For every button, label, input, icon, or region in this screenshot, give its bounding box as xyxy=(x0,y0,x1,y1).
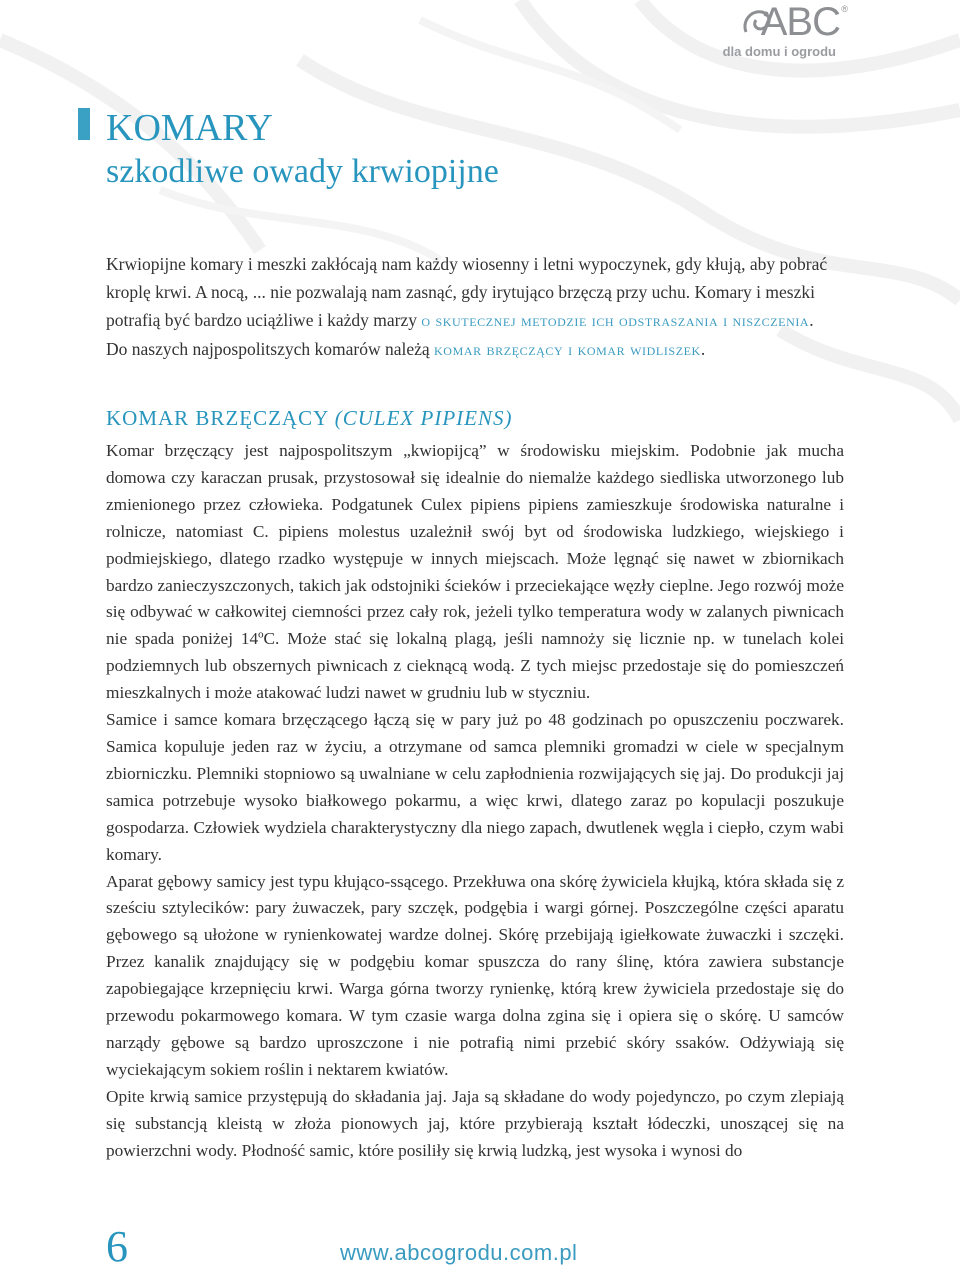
title-accent-bar xyxy=(78,108,90,140)
section-heading-latin: (CULEX PIPIENS) xyxy=(334,406,513,430)
intro-text: . xyxy=(809,310,814,330)
intro-text: Krwiopijne komary i meszki zakłócają nam każdy wiosenny i letni wypoczynek, gdy kłują, aby pobrać kroplę krwi. A nocą, ... nie pozwalają nam zasnąć, gdy irytująco brzęczą przy uchu. Komary i meszki potrafią być bardzo uciążliwe i każdy marzy xyxy=(106,254,828,330)
registered-mark: ® xyxy=(841,4,848,14)
body-paragraph: Opite krwią samice przystępują do składania jaj. Jaja są składane do wody pojedynczo, po czym zlepiają się substancją kleistą w złoża pionowych jaj, które przybierają kształt łódeczki, unoszącej się na powierzchni wody. Płodność samic, które posiliły się krwią ludzką, jest wysoka i wynosi do xyxy=(106,1086,844,1160)
page-title: KOMARY xyxy=(106,107,273,149)
body-paragraph: Komar brzęczący jest najpospolitszym „kwiopijcą” w środowisku miejskim. Podobnie jak mucha domowa czy karaczan prusak, przystosował się idealnie do niemalże każdego siedliska utworzonego lub zmienionego przez człowieka. Podgatunek Culex pipiens pipiens zamieszkuje środowiska naturalne i rolnicze, natomiast C. pipiens molestus uzależnił swój byt od środowiska ludzkiego, wiejskiego i podmiejskiego, dlatego rzadko występuje w innych miejscach. Może lęgnąć się nawet w zbiornikach bardzo zanieczyszczonych, takich jak odstojniki ścieków i przeciekające węzły cieplne. Jego rozwój może się odbywać w całkowitej ciemności przez cały rok, jeżeli tylko temperatura wody w zalanych piwnicach nie spada poniżej 14ºC. Może stać się lokalną plagą, jeśli namnoży się licznie np. w tunelach kolei podziemnych lub obszernych piwnicach z cieknącą wodą. Z tych miejsc przedostaje się do pomieszczeń mieszkalnych i może atakować ludzi nawet w grudniu lub w styczniu. xyxy=(106,441,844,703)
website-link[interactable]: www.abcogrodu.com.pl xyxy=(340,1240,578,1265)
article-body xyxy=(106,438,844,1164)
intro-highlight: o skutecznej metodzie ich odstraszania i niszczenia xyxy=(421,311,810,330)
body-paragraph: Aparat gębowy samicy jest typu kłująco-ssącego. Przekłuwa ona skórę żywiciela kłujką, która składa się z sześciu sztylecików: pary żuwaczek, pary szczęk, podgębia i wargi górnej. Poszczególne części aparatu gębowego są ułożone w rynienkowatej wardze dolnej. Skórę przebijają igiełkowate żuwaczki i szczęki. Przez kanalik znajdujący się w podgębiu komar spuszcza do rany ślinę, która zawiera substancje zapobiegające krzepnięciu krwi. Warga górna tworzy rynienkę, którą krew żywiciela przedostaje się do przewodu pokarmowego komara. W tym czasie warga dolna zgina się i opiera się o skórę. U samców narządy gębowe są bardzo uproszczone i nie potrafią nimi przebić skóry ssaków. Odżywiają się wyciekającym sokiem roślin i nektarem kwiatów. xyxy=(106,871,844,1079)
brand-logo xyxy=(718,2,848,64)
page-subtitle: szkodliwe owady krwiopijne xyxy=(106,153,499,190)
section-heading-text: KOMAR BRZĘCZĄCY xyxy=(106,406,335,430)
intro-paragraph xyxy=(106,250,846,364)
section-heading xyxy=(106,404,512,432)
intro-text: . xyxy=(700,339,706,359)
logo-tagline: dla domu i ogrodu xyxy=(722,44,836,59)
intro-highlight: komar brzęczący i komar widliszek xyxy=(434,340,701,359)
logo-wordmark: ABC xyxy=(760,0,840,44)
intro-text: Do naszych najpospolitszych komarów należą xyxy=(106,339,435,359)
page-number: 6 xyxy=(106,1222,128,1271)
body-paragraph: Samice i samce komara brzęczącego łączą się w pary już po 48 godzinach po opuszczeniu poczwarek. Samica kopuluje jeden raz w życiu, a otrzymane od samca plemniki gromadzi w ciele w specjalnym zbiorniczku. Plemniki stopniowo są uwalniane w celu zapłodnienia rozwijających się jaj. Do produkcji jaj samica potrzebuje wysoko białkowego pokarmu, a więc krwi, dlatego zaraz po kopulacji poszukuje gospodarza. Człowiek wydziela charakterystyczny dla niego zapach, dwutlenek węgla i ciepło, czym wabi komary. xyxy=(106,710,844,864)
